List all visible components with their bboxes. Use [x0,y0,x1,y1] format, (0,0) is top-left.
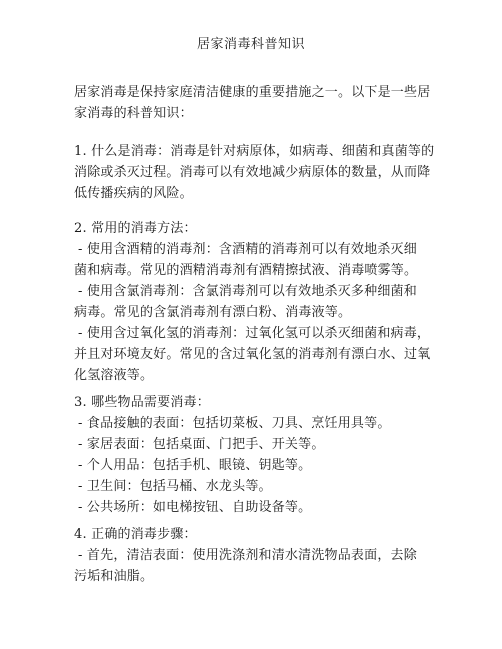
list-item: - 家居表面：包括桌面、门把手、开关等。 [78,437,325,452]
text-line: 病毒。常见的含氯消毒剂有漂白粉、消毒液等。 [74,305,352,320]
text-line: - 使用含酒精的消毒剂：含酒精的消毒剂可以有效地杀灭细 [78,242,417,257]
text-line: - 使用含过氧化氢的消毒剂：过氧化氢可以杀灭细菌和病毒， [78,326,431,341]
list-item: - 个人用品：包括手机、眼镜、钥匙等。 [78,458,312,473]
list-item: - 食品接触的表面：包括切菜板、刀具、烹饪用具等。 [78,416,391,431]
text-line: 菌和病毒。常见的酒精消毒剂有酒精擦拭液、消毒喷雾等。 [74,263,418,278]
text-line: 家消毒的科普知识： [74,106,193,121]
list-item: - 卫生间：包括马桶、水龙头等。 [78,479,272,494]
text-line: - 首先，清洁表面：使用洗涤剂和清水清洗物品表面，去除 [78,548,417,563]
text-line: 并且对环境友好。常见的含过氧化氢的消毒剂有漂白水、过氧 [74,347,431,362]
text-line: 1. 什么是消毒：消毒是针对病原体，如病毒、细菌和真菌等的 [74,144,435,159]
section-4 [74,524,436,587]
text-line: - 使用含氯消毒剂：含氯消毒剂可以有效地杀灭多种细菌和 [78,284,417,299]
text-line: 污垢和油脂。 [74,569,154,584]
section-3-heading: 3. 哪些物品需要消毒： [74,395,210,410]
section-1-paragraph [74,141,436,204]
section-4-heading: 4. 正确的消毒步骤： [74,527,197,542]
intro-paragraph [74,82,436,124]
text-line: 低传播疾病的风险。 [74,186,193,201]
text-line: 消除或杀灭过程。消毒可以有效地减少病原体的数量，从而降 [74,165,431,180]
section-2-heading: 2. 常用的消毒方法： [74,221,197,236]
section-2 [74,218,436,386]
text-line: 居家消毒是保持家庭清洁健康的重要措施之一。以下是一些居 [74,85,431,100]
text-line: 化氢溶液等。 [74,368,154,383]
list-item: - 公共场所：如电梯按钮、自助设备等。 [78,500,312,515]
section-3 [74,392,436,518]
document-title: 居家消毒科普知识 [196,37,305,52]
